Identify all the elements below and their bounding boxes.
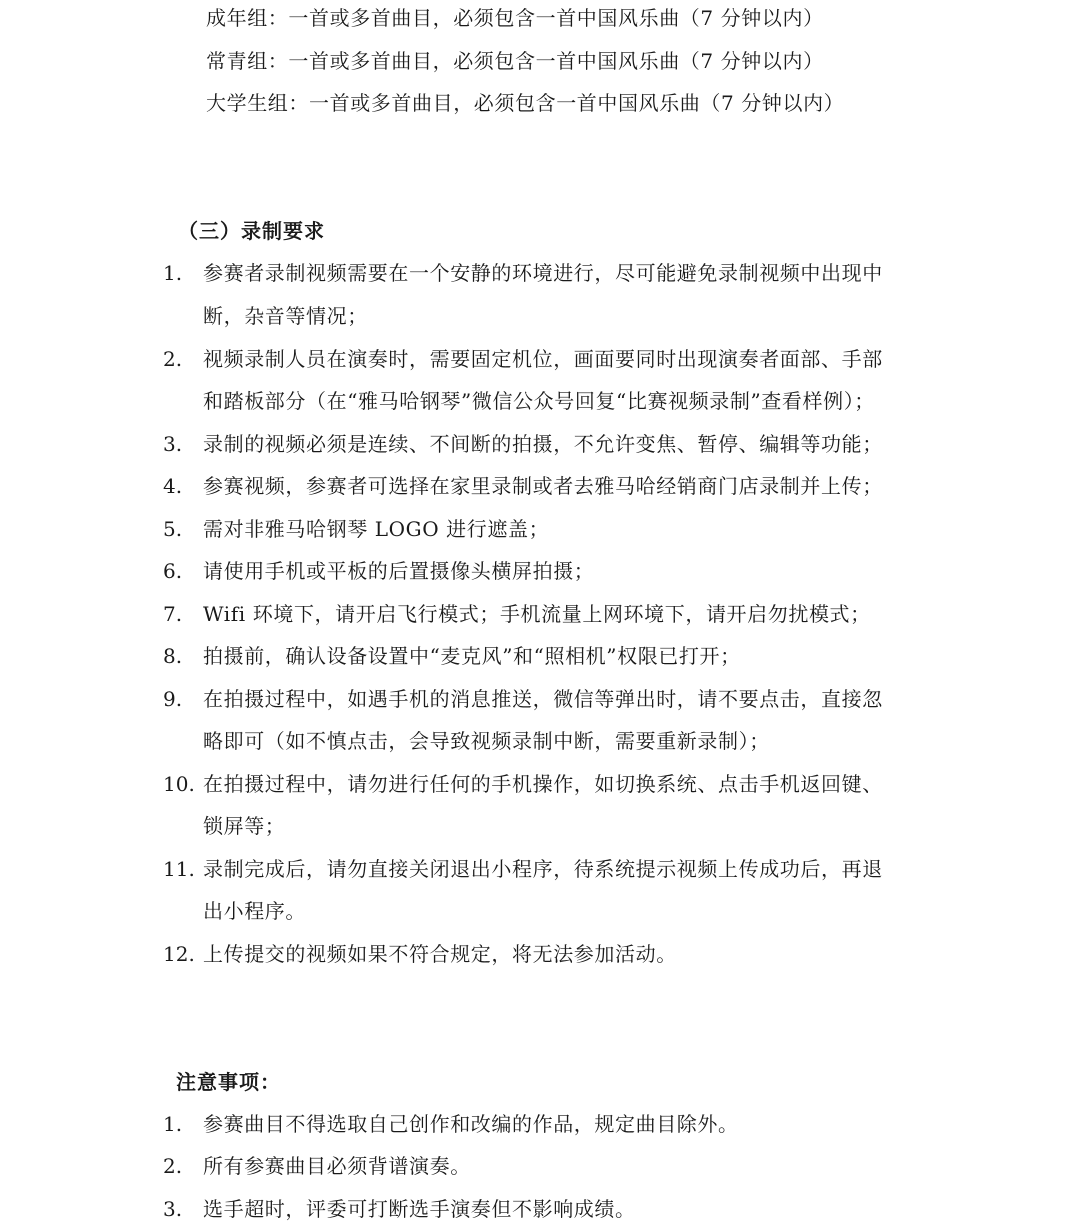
recording-item-text: 在拍摄过程中，如遇手机的消息推送，微信等弹出时，请不要点击，直接忽 [203, 687, 883, 711]
recording-heading: （三）录制要求 [178, 219, 325, 243]
recording-item-text: 需对非雅马哈钢琴 LOGO 进行遮盖； [203, 517, 550, 541]
recording-item-text: 参赛者录制视频需要在一个安静的环境进行，尽可能避免录制视频中出现中 [203, 261, 883, 285]
group-line-college: 大学生组：一首或多首曲目，必须包含一首中国风乐曲（7 分钟以内） [206, 91, 845, 115]
recording-item-number: 11. [163, 857, 195, 881]
recording-item-number: 10. [163, 772, 195, 796]
notes-item-text: 所有参赛曲目必须背谱演奏。 [203, 1154, 471, 1178]
recording-item-text-cont: 和踏板部分（在“雅马哈钢琴”微信公众号回复“比赛视频录制”查看样例）； [203, 389, 875, 413]
recording-item-number: 12. [163, 942, 195, 966]
recording-item-text: 上传提交的视频如果不符合规定，将无法参加活动。 [203, 942, 677, 966]
recording-item-number: 2. [163, 347, 183, 371]
group-line-adult: 成年组：一首或多首曲目，必须包含一首中国风乐曲（7 分钟以内） [206, 6, 824, 30]
recording-item-text: 参赛视频，参赛者可选择在家里录制或者去雅马哈经销商门店录制并上传； [203, 474, 883, 498]
notes-item-number: 1. [163, 1112, 183, 1136]
recording-item-number: 9. [163, 687, 183, 711]
recording-item-number: 5. [163, 517, 183, 541]
recording-item-number: 6. [163, 559, 183, 583]
recording-item-text-cont: 断，杂音等情况； [203, 304, 368, 328]
recording-item-text: 录制完成后，请勿直接关闭退出小程序，待系统提示视频上传成功后，再退 [203, 857, 883, 881]
notes-item-text: 参赛曲目不得选取自己创作和改编的作品，规定曲目除外。 [203, 1112, 739, 1136]
recording-item-text: 拍摄前，确认设备设置中“麦克风”和“照相机”权限已打开； [203, 644, 741, 668]
recording-item-text: 在拍摄过程中，请勿进行任何的手机操作，如切换系统、点击手机返回键、 [203, 772, 883, 796]
recording-item-text-cont: 出小程序。 [203, 899, 306, 923]
notes-item-number: 3. [163, 1197, 183, 1221]
recording-item-text-cont: 锁屏等； [203, 814, 286, 838]
recording-item-number: 1. [163, 261, 183, 285]
recording-item-text: 视频录制人员在演奏时，需要固定机位，画面要同时出现演奏者面部、手部 [203, 347, 883, 371]
group-line-senior: 常青组：一首或多首曲目，必须包含一首中国风乐曲（7 分钟以内） [206, 49, 824, 73]
notes-item-text: 选手超时，评委可打断选手演奏但不影响成绩。 [203, 1197, 636, 1221]
notes-item-number: 2. [163, 1154, 183, 1178]
notes-heading: 注意事项： [176, 1070, 281, 1094]
recording-item-number: 3. [163, 432, 183, 456]
recording-item-text-cont: 略即可（如不慎点击，会导致视频录制中断，需要重新录制）； [203, 729, 770, 753]
recording-item-number: 4. [163, 474, 183, 498]
recording-item-number: 8. [163, 644, 183, 668]
recording-item-text: 请使用手机或平板的后置摄像头横屏拍摄； [203, 559, 595, 583]
recording-item-text: Wifi 环境下，请开启飞行模式；手机流量上网环境下，请开启勿扰模式； [203, 602, 871, 626]
recording-item-text: 录制的视频必须是连续、不间断的拍摄，不允许变焦、暂停、编辑等功能； [203, 432, 883, 456]
recording-item-number: 7. [163, 602, 183, 626]
